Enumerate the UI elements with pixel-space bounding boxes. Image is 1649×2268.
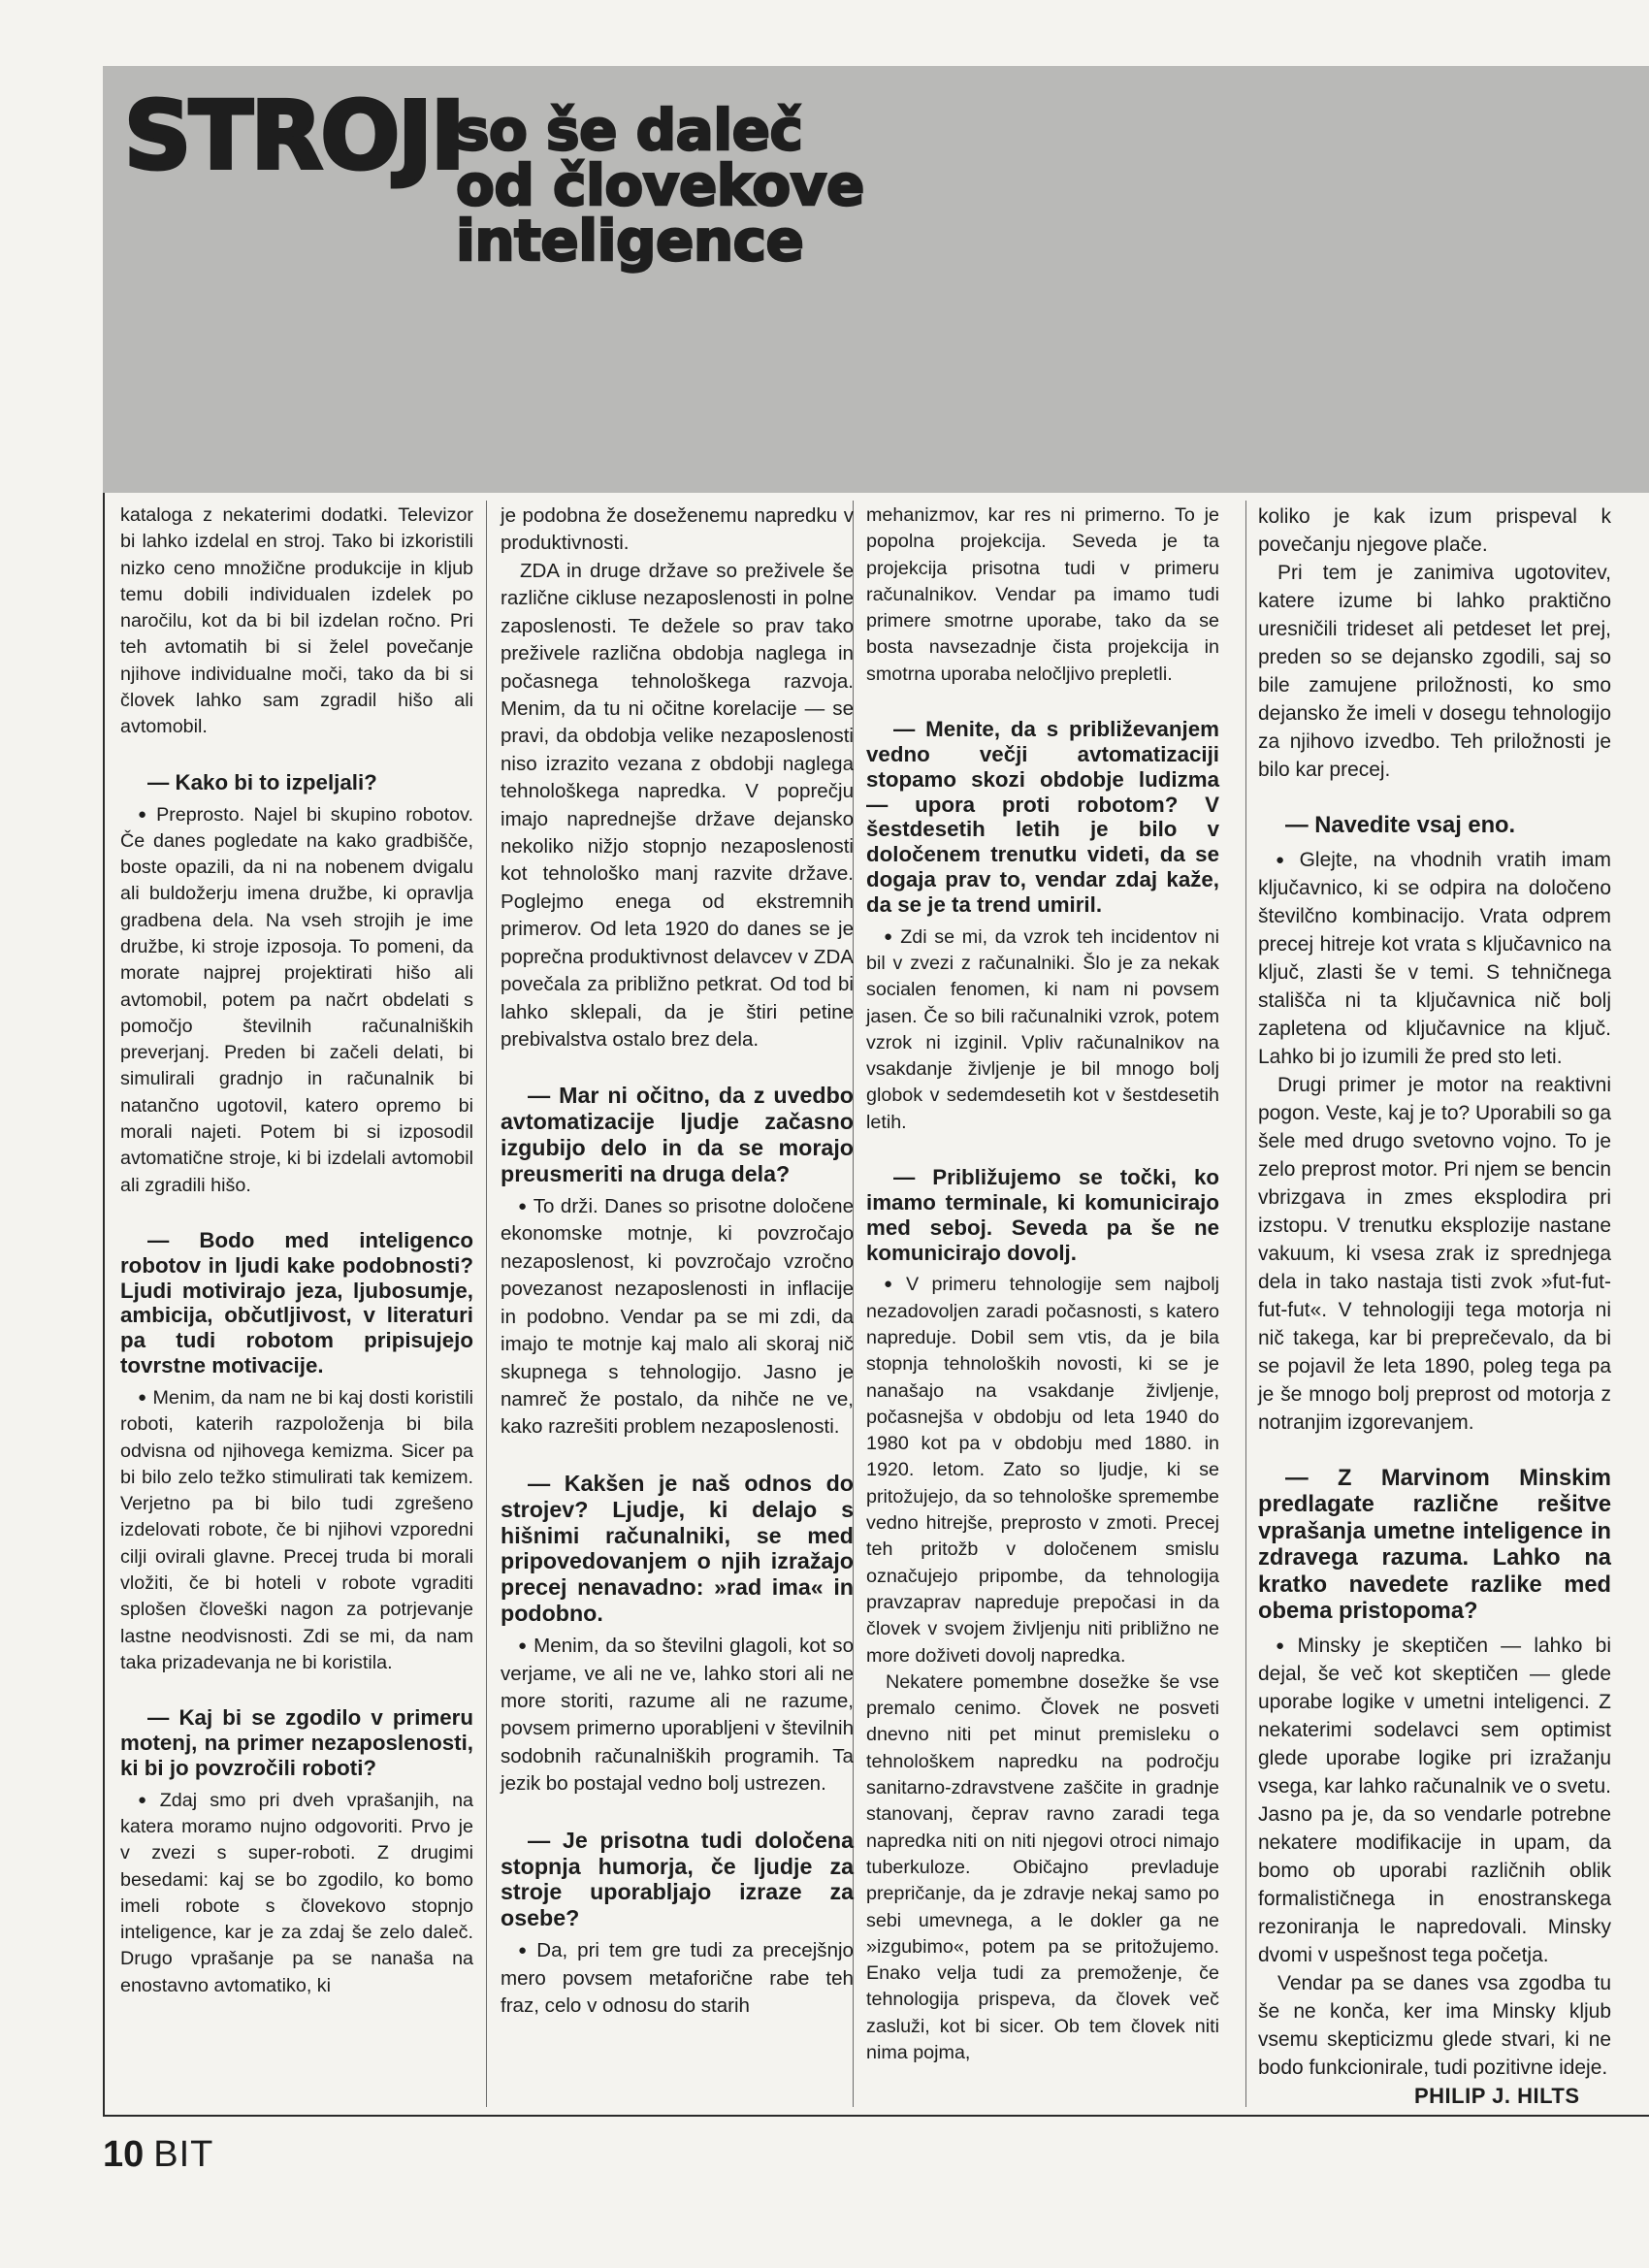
bullet-icon: ● [138, 805, 151, 823]
answer-text: Da, pri tem gre tudi za precejšnjo mero povsem metaforične rabe teh fraz, celo v odnosu do starih [501, 1939, 854, 2018]
interview-question: — Z Marvinom Minskim predlagate različne rešitve vprašanja umetne inteligence in zdravega razuma. Lahko na kratko navedete razlike med obema pristopoma? [1258, 1465, 1611, 1625]
bullet-icon: ● [138, 1791, 154, 1808]
page-number: 10 [103, 2134, 145, 2175]
body-paragraph: je podobna že doseženemu napredku v produktivnosti. [501, 504, 854, 555]
answer-text: Menim, da nam ne bi kaj dosti koristili roboti, katerih razpoloženja bi bila odvisna od njihovega kemizma. Sicer pa bi bilo zelo težko stimulirati tak kemizem. Verjetno pa bi bilo tudi zgrešeno izdelovati robote, če bi njihovi vzporedni cilji ovirali glavne. Precej truda bi morali vložiti, če bi hoteli v robote vgraditi splošen človeški nagon za potrjevanje lastne neodvisnosti. Zdi se mi, da nam taka prizadevanja ne bi koristila. [120, 1386, 473, 1673]
column-2 [501, 502, 854, 2021]
answer-text: To drži. Danes so prisotne določene ekonomske motnje, ki povzročajo nezaposlenost, ki povzročajo vzročno povezanost nezaposlenosti in inflacije in podobno. Vendar pa se mi zdi, da imajo te motnje kaj malo ali skoraj nič skupnega s tehnologijo. Jasno je namreč že postalo, da nihče ne ve, kako razrešiti problem nezaposlenosti. [501, 1195, 855, 1439]
body-paragraph: Vendar pa se danes vsa zgodba tu še ne konča, ker ima Minsky kljub vsemu skepticizmu glede stvari, ki ne bodo funkcionirale, tudi pozitivne ideje. [1258, 1971, 1611, 2079]
body-paragraph: ZDA in druge države so preživele še različne cikluse nezaposlenosti in polne zaposlenosti. Te dežele so prav tako preživele različna obdobja naglega in počasnega tehnološkega razvoja. Menim, da tu ni očitne korelacije — se pravi, da obdobja velike nezaposlenosti niso izrazito vezana z obdobji naglega tehnološkega napredka. V poprečju imajo naprednejše države dejansko nekoliko nižjo stopnjo nezaposlenosti kot tehnološko manj razvite države. Poglejmo enega od ekstremnih primerov. Od leta 1920 do danes se je poprečna produktivnost delavcev v ZDA povečala za približno petkrat. Od tod bi lahko sklepali, da je štiri petine prebivalstva ostalo brez dela. [501, 559, 854, 1052]
bullet-icon: ● [138, 1388, 147, 1406]
bullet-icon: ● [884, 1276, 900, 1293]
frame-bottom-rule [103, 2115, 1649, 2117]
headline-sub [456, 97, 864, 274]
interview-answer [866, 923, 1219, 1136]
column-1 [120, 502, 473, 1999]
headline-main: STROJI [124, 81, 464, 190]
frame-left-rule [103, 493, 105, 2117]
headline-sub-line-1: so še daleč [456, 97, 803, 163]
answer-text: V primeru tehnologije sem najbolj nezadovoljen zaradi počasnosti, s katero napreduje. Dobil sem vtis, da je bila stopnja tehnoloških novosti, ki se je nanašajo na vsakdanje življenje, počasnejša v obdobju od leta 1940 do 1980 kot pa v obdobju med 1880. in 1920. letom. Zato so ljudje, ki se pritožujejo, da so tehnološke spremembe vedno hitrejše, preprosto v zmoti. Precej teh pritožb v določenem smislu označujejo pripombe, da tehnologija pravzaprav napreduje prepočasi in da človek v svojem življenju niti približno ne more doživeti dovolj napredka. [866, 1274, 1219, 1667]
body-paragraph: Pri tem je zanimiva ugotovitev, katere izume bi lahko praktično uresničili trideset ali petdeset let prej, preden so se dejansko zgodili, saj so bile zamujene priložnosti, ko smo dejansko že imeli v dosegu tehnologijo za njihovo izvedbo. Teh priložnosti je bilo kar precej. [1258, 562, 1611, 782]
interview-question: — Približujemo se točki, ko imamo terminale, ki komunicirajo med seboj. Seveda pa še ne komunicirajo dovolj. [866, 1165, 1219, 1265]
interview-question: — Bodo med inteligenco robotov in ljudi kake podobnosti? Ljudi motivirajo jeza, ljubosumje, ambicija, občutljivost, v literaturi pa tudi robotom pripisujejo tovrstne motivacije. [120, 1227, 473, 1378]
answer-text: Glejte, na vhodnih vratih imam ključavnico, ki se odpira na določeno številčno kombinacijo. Vrata odprem precej hitreje kot vrata s ključavnico na ključ, zlasti še v temi. S tehničnega stališča ni ta ključavnica nič bolj zapletena od ključavnice na ključ. Lahko bi jo izumili že pred sto leti. [1258, 848, 1611, 1068]
interview-question: — Je prisotna tudi določena stopnja humorja, če ljudje za stroje uporabljajo izraze za osebe? [501, 1827, 854, 1931]
interview-question: — Kakšen je naš odnos do strojev? Ljudje, ki delajo s hišnimi računalniki, se med pripovedovanjem o njih izražajo precej nenavadno: »rad ima« in podobno. [501, 1470, 854, 1627]
interview-question: — Mar ni očitno, da z uvedbo avtomatizacije ljudje začasno izgubijo delo in da se morajo preusmeriti na druga dela? [501, 1083, 854, 1187]
bullet-icon: ● [1276, 1636, 1292, 1654]
body-paragraph: kataloga z nekaterimi dodatki. Televizor bi lahko izdelal en stroj. Tako bi izkoristili nizko ceno množične produkcije in kljub temu dobili individualen izdelek po naročilu, kot da bi bil izdelan ročno. Pri teh avtomatih bi si želel povečanje njihove individualne moči, tako da bi si človek lahko sam zgradil hišo ali avtomobil. [120, 504, 473, 738]
magazine-name: BIT [153, 2134, 214, 2175]
interview-question: — Kako bi to izpeljali? [147, 769, 377, 794]
interview-answer [120, 1787, 473, 1999]
interview-question: — Navedite vsaj eno. [1285, 813, 1516, 839]
interview-answer [1258, 846, 1611, 1071]
headline-sub-line-2: od človekove [456, 152, 864, 218]
interview-answer [1258, 1632, 1611, 1969]
interview-answer [120, 801, 473, 1199]
interview-answer [501, 1193, 854, 1442]
bullet-icon: ● [518, 1637, 529, 1655]
column-3 [866, 502, 1219, 2066]
body-paragraph: koliko je kak izum prispeval k povečanju njegove plače. [1258, 505, 1611, 557]
column-divider [486, 501, 487, 2107]
answer-text: Minsky je skeptičen — lahko bi dejal, še več kot skeptičen — glede uporabe logike v umetni inteligenci. Z nekaterimi sodelavci sem optimist glede uporabe logike pri izražanju vsega, kar lahko računalnik ve o svetu. Jasno pa je, da so vendarle potrebne nekatere modifikacije in upam, da bomo ob uporabi različnih oblik formalističnega in enostranskega rezoniranja le napredovali. Minsky dvomi v uspešnost tega početja. [1258, 1634, 1611, 1966]
author-byline: PHILIP J. HILTS [1414, 2084, 1580, 2108]
headline-sub-line-3: inteligence [456, 208, 804, 274]
interview-question: — Menite, da s približevanjem vedno večji avtomatizaciji stopamo skozi obdobje ludizma — upora proti robotom? V šestdesetih letih je bilo v določenem trenutku videti, da se dogaja prav to, vendar zdaj kaže, da se je ta trend umiril. [866, 717, 1219, 917]
interview-question: — Kaj bi se zgodilo v primeru motenj, na primer nezaposlenosti, ki bi jo povzročili roboti? [120, 1705, 473, 1780]
interview-answer [120, 1384, 473, 1676]
answer-text: Menim, da so številni glagoli, kot so verjame, ve ali ne ve, lahko stori ali ne more storiti, razume ali ne razume, povsem primerno uporabljeni v številnih sodobnih računalniških programih. Ta jezik bo postajal vedno bolj ustrezen. [501, 1635, 854, 1796]
interview-answer [501, 1937, 854, 2020]
bullet-icon: ● [518, 1942, 532, 1960]
answer-text: Zdaj smo pri dveh vprašanjih, na katera moramo nujno odgovoriti. Prvo je v zvezi s super-roboti. Z drugimi besedami: kaj se bo zgodilo, ko bomo imeli robote s človekovo stopnjo inteligence, kar je za zdaj še zelo daleč. Drugo vprašanje pa se nanaša na enostavno avtomatiko, ki [120, 1789, 474, 1996]
bullet-icon: ● [518, 1198, 528, 1215]
column-4 [1258, 502, 1611, 2082]
answer-text: Preprosto. Najel bi skupino robotov. Če danes pogledate na kako gradbišče, boste opazili, da ni na nobenem dvigalu ali buldožerju imena družbe, ki opravlja gradbena dela. Na vseh strojih je ime družbe, ki stroje izposoja. To pomeni, da morate najprej projektirati hišo ali avtomobil, potem pa načrt obdelati s pomočjo številnih računalniških preverjanj. Preden bi začeli delati, bi simulirali gradnjo in računalnik bi natančno ugotovil, katero opremo bi morali najeti. Potem bi si izposodil avtomatične stroje, ki bi izdelali avtomobil ali zgradili hišo. [120, 803, 474, 1196]
bullet-icon: ● [1276, 851, 1294, 868]
body-paragraph: mehanizmov, kar res ni primerno. To je popolna projekcija. Seveda je ta projekcija prisotna tudi v primeru računalnikov. Vendar pa imamo tudi primere smotrne uporabe, tako da se bosta navsezadnje čista projekcija in smotrna uporaba neločljivo prepletli. [866, 504, 1219, 685]
body-paragraph: Nekatere pomembne dosežke še vse premalo cenimo. Človek ne posveti dnevno niti pet minut premisleku o tehnološkem napredku na področju sanitarno-zdravstvene zaščite in gradnje stanovanj, čeprav ravno zaradi tega napredka niti on niti njegovi otroci nimajo tuberkuloze. Običajno prevladuje prepričanje, da je zdravje nekaj samo po sebi umevnega, a le dokler ga ne »izgubimo«, potem pa se pritožujemo. Enako velja tudi za premoženje, če tehnologija prispeva, da človek več zasluži, kot bi sicer. Ob tem človek niti nima pojma, [866, 1670, 1219, 2063]
interview-answer [501, 1633, 854, 1798]
bullet-icon: ● [884, 927, 895, 945]
interview-answer [866, 1271, 1219, 1669]
answer-text: Zdi se mi, da vzrok teh incidentov ni bil v zvezi z računalniki. Šlo je za nekak socialen fenomen, ki nam ni povsem jasen. Če so bili računalniki vzrok, potem vzrok ni izginil. Vpliv računalnikov na vsakdanje življenje je bil mnogo bolj globok v sedemdesetih kot v šestdesetih letih. [866, 925, 1219, 1133]
body-paragraph: Drugi primer je motor na reaktivni pogon. Veste, kaj je to? Uporabili so ga šele med drugo svetovno vojno. To je zelo preprost motor. Pri njem se bencin vbrizgava in zmes eksplodira pri izstopu. V trenutku eksplozije nastane vakuum, ki vsesa zrak iz sprednjega dela in tako nastaja tisti zvok »fut-fut-fut-fut«. V tehnologiji tega motorja ni nič takega, kar bi preprečevalo, da bi se pojavil že leta 1890, poleg tega pa je še mnogo bolj preprost od motorja z notranjim izgorevanjem. [1258, 1073, 1611, 1434]
column-divider [1245, 501, 1246, 2107]
page-footer [103, 2136, 213, 2173]
